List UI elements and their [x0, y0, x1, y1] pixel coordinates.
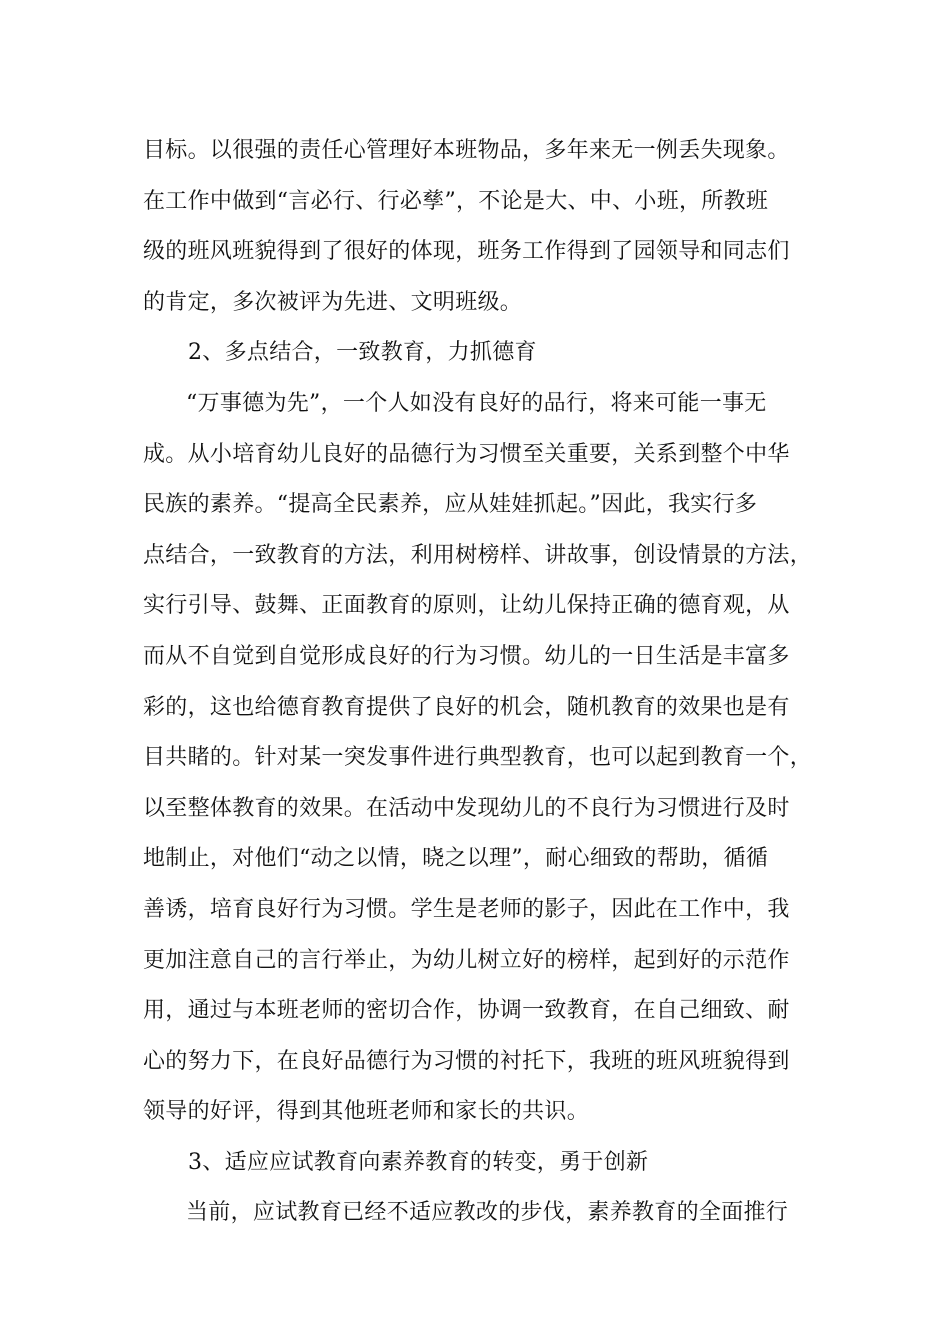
text-line: 民族的素养。“提高全民素养，应从娃娃抓起。”因此，我实行多: [143, 492, 758, 518]
text-line: 当前，应试教育已经不适应教改的步伐，素养教育的全面推行: [186, 1200, 789, 1226]
text-line: 目标。以很强的责任心管理好本班物品，多年来无一例丢失现象。: [143, 138, 790, 163]
text-line: 彩的，这也给德育教育提供了良好的机会，随机教育的效果也是有: [143, 694, 790, 720]
text-line: 以至整体教育的效果。在活动中发现幼儿的不良行为习惯进行及时: [143, 795, 790, 821]
text-line: 在工作中做到“言必行、行必孳”，不论是大、中、小班，所教班: [143, 188, 769, 214]
text-line: 的肯定，多次被评为先进、文明班级。: [143, 289, 523, 315]
text-line: 点结合，一致教育的方法，利用树榜样、讲故事，创设情景的方法，: [143, 542, 813, 568]
text-line: 而从不自觉到自觉形成良好的行为习惯。幼儿的一日生活是丰富多: [143, 643, 790, 669]
text-line: 地制止，对他们“动之以情，晓之以理”，耐心细致的帮助，循循: [143, 846, 769, 872]
section-heading: 3、适应应试教育向素养教育的转变，勇于创新: [188, 1149, 649, 1175]
text-line: 用，通过与本班老师的密切合作，协调一致教育，在自己细致、耐: [143, 998, 790, 1024]
text-line: 领导的好评，得到其他班老师和家长的共识。: [143, 1099, 590, 1125]
text-line: 目共睹的。针对某一突发事件进行典型教育，也可以起到教育一个，: [143, 745, 813, 771]
text-line: “万事德为先”，一个人如没有良好的品行，将来可能一事无: [186, 390, 767, 416]
body-text: [143, 126, 823, 1239]
text-line: 实行引导、鼓舞、正面教育的原则，让幼儿保持正确的德育观，从: [143, 593, 790, 619]
text-line: 级的班风班貌得到了很好的体现，班务工作得到了园领导和同志们: [143, 239, 790, 265]
text-line: 更加注意自己的言行举止，为幼儿树立好的榜样，起到好的示范作: [143, 947, 790, 973]
text-line: 心的努力下，在良好品德行为习惯的衬托下，我班的班风班貌得到: [143, 1048, 790, 1074]
text-line: 成。从小培育幼儿良好的品德行为习惯至关重要，关系到整个中华: [143, 441, 790, 467]
section-heading: 2、多点结合，一致教育，力抓德育: [188, 340, 537, 366]
text-line: 善诱，培育良好行为习惯。学生是老师的影子，因此在工作中，我: [143, 896, 790, 922]
